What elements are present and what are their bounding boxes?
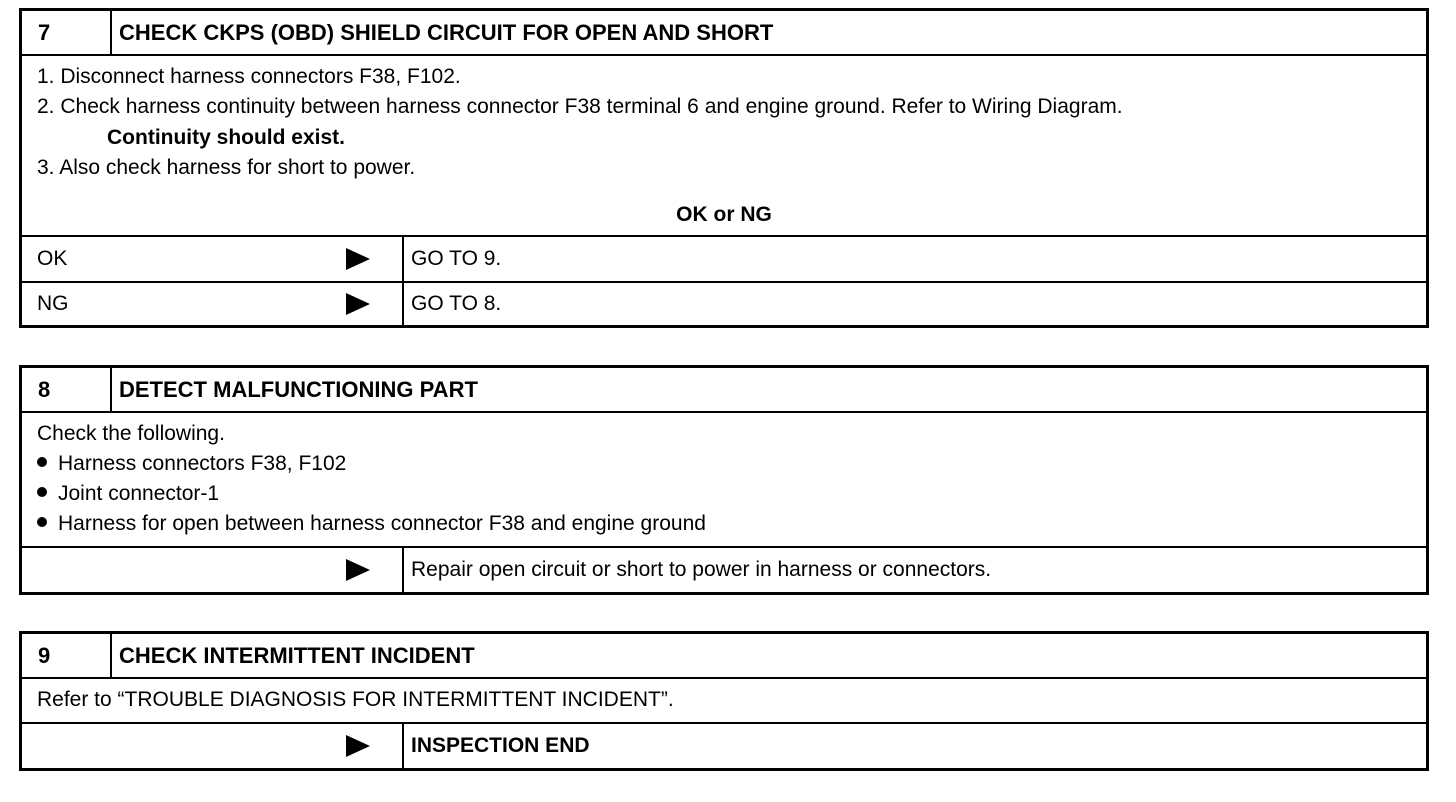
step-title: CHECK CKPS (OBD) SHIELD CIRCUIT FOR OPEN AND SHORT <box>119 19 774 45</box>
result-action: GO TO 8. <box>411 292 502 315</box>
result-label: OK <box>37 247 68 270</box>
instruction-line: 3. Also check harness for short to power. <box>37 156 416 179</box>
result-row-ng <box>22 281 1426 325</box>
right-arrow-icon <box>346 293 370 315</box>
result-heading: OK or NG <box>676 203 772 226</box>
check-item-text: Joint connector-1 <box>58 482 220 505</box>
action-label-cell <box>22 724 404 768</box>
step-8-header <box>22 368 1426 413</box>
bullet-icon <box>37 517 47 527</box>
right-arrow-icon <box>346 735 370 757</box>
step-7-instructions <box>22 56 1426 237</box>
instruction-line: 1. Disconnect harness connectors F38, F102. <box>37 65 461 88</box>
check-item <box>37 512 706 536</box>
step-number: 7 <box>22 11 112 54</box>
action-text: Repair open circuit or short to power in harness or connectors. <box>411 558 992 581</box>
action-row <box>22 724 1426 768</box>
step-9-header <box>22 634 1426 679</box>
step-9-instructions <box>22 679 1426 724</box>
action-text: INSPECTION END <box>411 734 590 757</box>
step-title: DETECT MALFUNCTIONING PART <box>119 376 478 402</box>
check-item <box>37 482 219 506</box>
reference-text: Refer to “TROUBLE DIAGNOSIS FOR INTERMITTENT INCIDENT”. <box>37 688 674 711</box>
check-item-text: Harness connectors F38, F102 <box>58 452 347 475</box>
action-label-cell <box>22 548 404 592</box>
check-item <box>37 452 346 476</box>
step-number: 8 <box>22 368 112 411</box>
right-arrow-icon <box>346 248 370 270</box>
step-number: 9 <box>22 634 112 677</box>
action-row <box>22 548 1426 592</box>
check-intro: Check the following. <box>37 422 225 445</box>
step-title: CHECK INTERMITTENT INCIDENT <box>119 642 475 668</box>
result-action: GO TO 9. <box>411 247 502 270</box>
result-row-ok <box>22 237 1426 281</box>
instruction-line: 2. Check harness continuity between harness connector F38 terminal 6 and engine ground. Refer to Wiring Diagram. <box>37 95 1123 118</box>
step-9-block <box>19 631 1429 771</box>
right-arrow-icon <box>346 559 370 581</box>
check-item-text: Harness for open between harness connector F38 and engine ground <box>58 512 706 535</box>
bullet-icon <box>37 457 47 467</box>
result-label: NG <box>37 292 69 315</box>
result-label-cell <box>22 283 404 325</box>
result-label-cell <box>22 237 404 281</box>
step-7-block <box>19 8 1429 328</box>
instruction-note: Continuity should exist. <box>107 126 346 149</box>
step-8-block <box>19 365 1429 595</box>
step-7-header <box>22 11 1426 56</box>
step-8-instructions <box>22 413 1426 548</box>
bullet-icon <box>37 487 47 497</box>
